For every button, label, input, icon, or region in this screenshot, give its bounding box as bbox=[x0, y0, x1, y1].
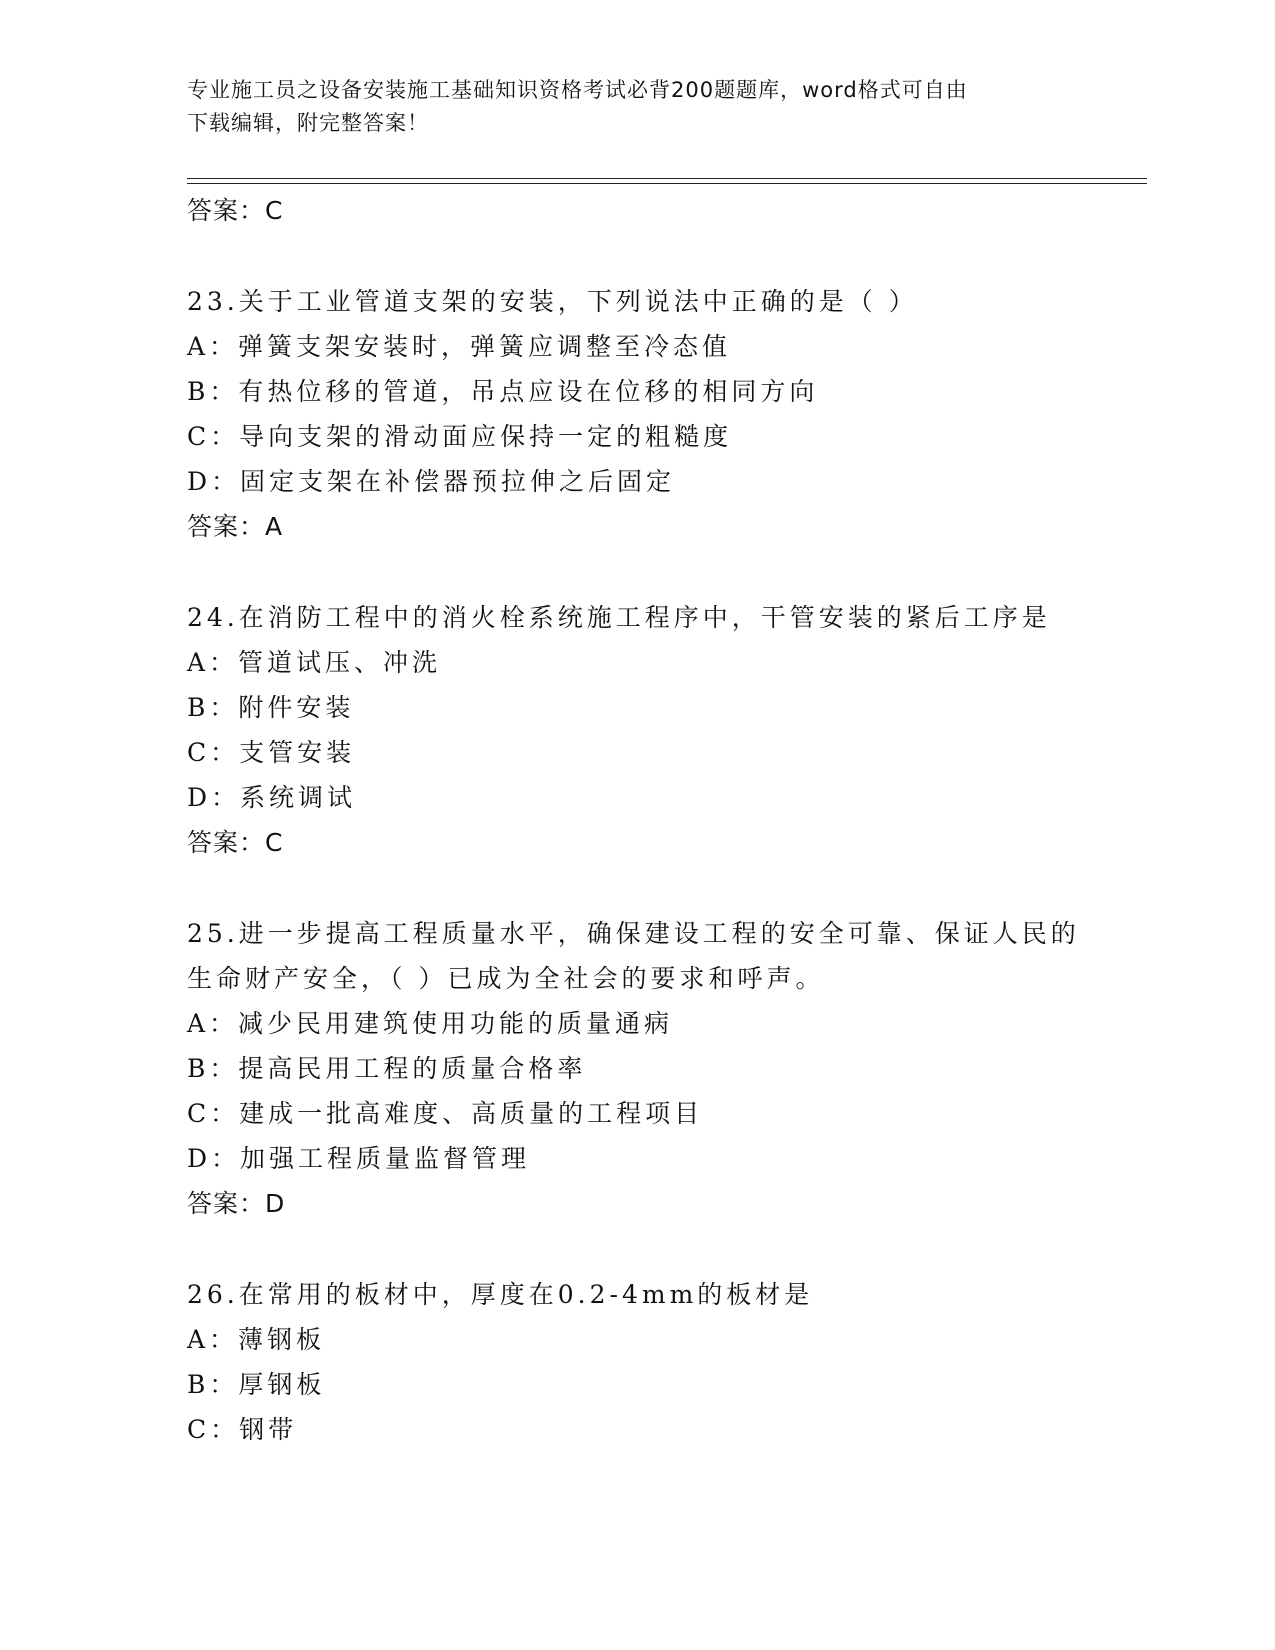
option-c: C：建成一批高难度、高质量的工程项目 bbox=[187, 1099, 704, 1128]
question-stem-line-2: 生命财产安全，（ ）已成为全社会的要求和呼声。 bbox=[187, 964, 825, 993]
option-b: B：提高民用工程的质量合格率 bbox=[187, 1054, 587, 1083]
question-stem-line-1: 25.进一步提高工程质量水平，确保建设工程的安全可靠、保证人民的 bbox=[187, 919, 1080, 948]
option-a: A：管道试压、冲洗 bbox=[187, 648, 442, 677]
question-26 bbox=[187, 1272, 1147, 1452]
question-answer: 答案：D bbox=[187, 1189, 286, 1218]
question-23 bbox=[187, 279, 1147, 549]
option-b: B：有热位移的管道，吊点应设在位移的相同方向 bbox=[187, 377, 819, 406]
spacer bbox=[187, 1226, 1147, 1272]
option-a: A：薄钢板 bbox=[187, 1325, 326, 1354]
question-stem: 26.在常用的板材中，厚度在0.2-4mm的板材是 bbox=[187, 1280, 814, 1309]
question-answer: 答案：A bbox=[187, 512, 284, 541]
option-a: A：弹簧支架安装时，弹簧应调整至冷态值 bbox=[187, 332, 732, 361]
question-stem: 23.关于工业管道支架的安装，下列说法中正确的是（ ） bbox=[187, 287, 918, 316]
spacer bbox=[187, 549, 1147, 595]
header-divider-bottom bbox=[187, 183, 1147, 184]
spacer bbox=[187, 865, 1147, 911]
document-body bbox=[187, 188, 1147, 1452]
question-25 bbox=[187, 911, 1147, 1226]
header-divider-top bbox=[187, 178, 1147, 179]
option-c: C：支管安装 bbox=[187, 738, 356, 767]
document-header bbox=[187, 74, 1067, 140]
previous-answer: 答案：C bbox=[187, 196, 284, 225]
question-24 bbox=[187, 595, 1147, 865]
spacer bbox=[187, 233, 1147, 279]
option-d: D：固定支架在补偿器预拉伸之后固定 bbox=[187, 467, 676, 496]
option-b: B：厚钢板 bbox=[187, 1370, 326, 1399]
option-d: D：系统调试 bbox=[187, 783, 357, 812]
option-c: C：导向支架的滑动面应保持一定的粗糙度 bbox=[187, 422, 733, 451]
header-line-1: 专业施工员之设备安装施工基础知识资格考试必背200题题库，word格式可自由 bbox=[187, 78, 968, 102]
option-b: B：附件安装 bbox=[187, 693, 355, 722]
question-answer: 答案：C bbox=[187, 828, 284, 857]
question-stem: 24.在消防工程中的消火栓系统施工程序中，干管安装的紧后工序是 bbox=[187, 603, 1051, 632]
header-line-2: 下载编辑，附完整答案！ bbox=[187, 111, 429, 135]
option-c: C：钢带 bbox=[187, 1415, 298, 1444]
option-a: A：减少民用建筑使用功能的质量通病 bbox=[187, 1009, 674, 1038]
option-d: D：加强工程质量监督管理 bbox=[187, 1144, 531, 1173]
